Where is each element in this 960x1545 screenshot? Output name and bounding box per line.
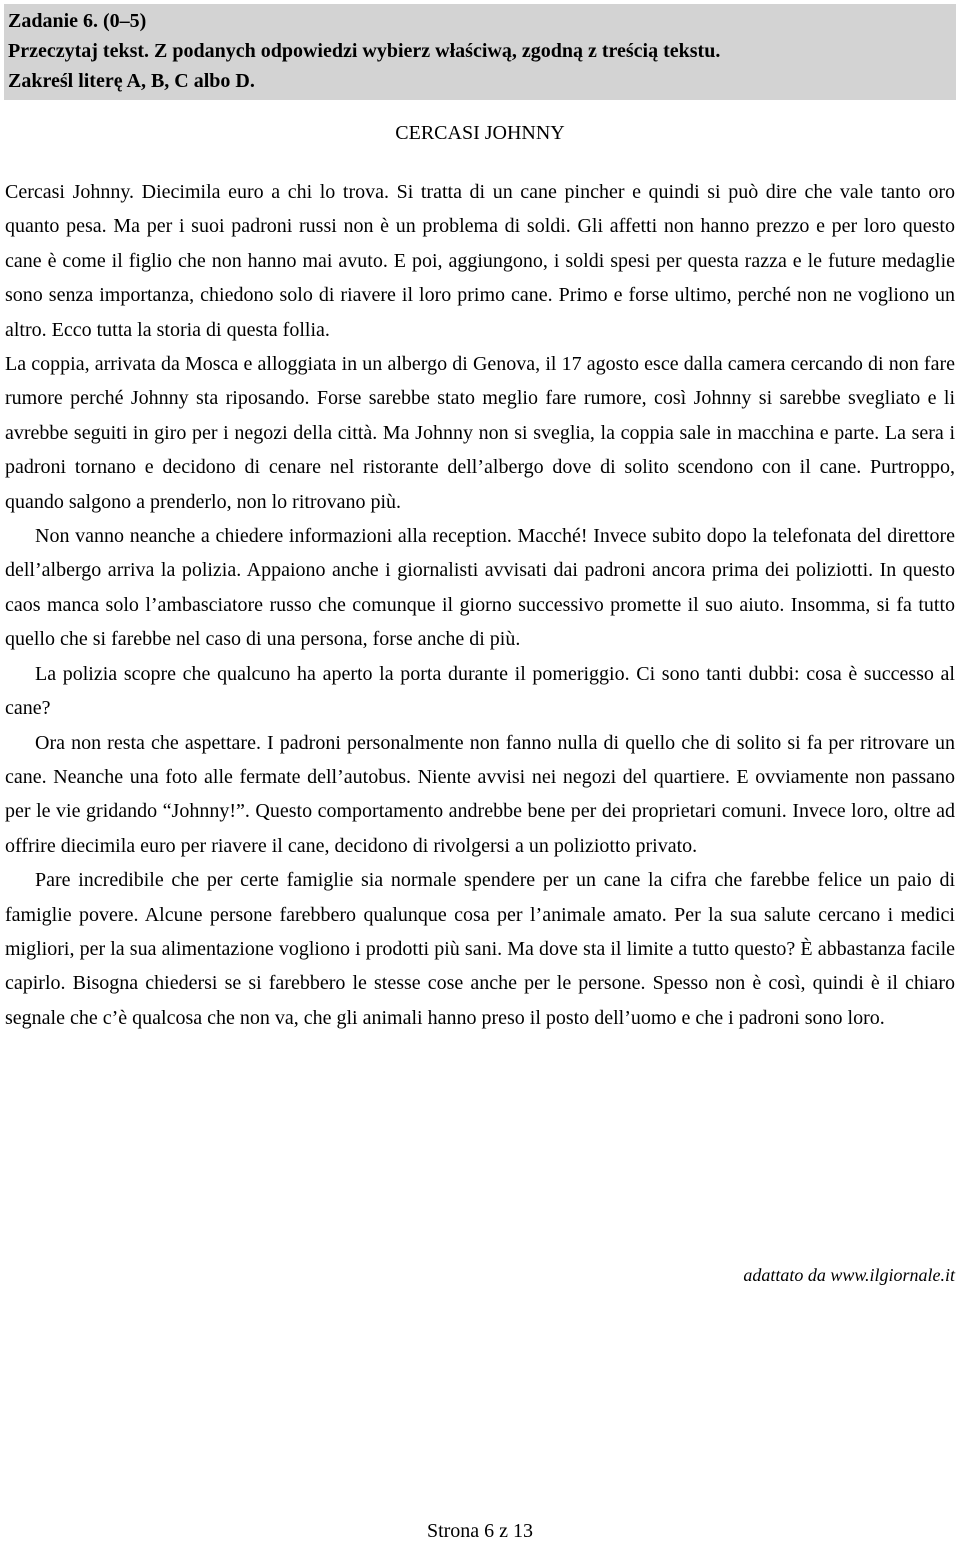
article-paragraph: Non vanno neanche a chiedere informazioni alla reception. Macché! Invece subito dopo la telefonata del direttore dell’albergo arriva la polizia. Appaiono anche i giornalisti avvisati dai padroni ancora prima dei poliziotti. In questo caos manca solo l’ambasciatore russo che comunque il giorno successivo promette il suo aiuto. Insomma, si fa tutto quello che si farebbe nel caso di una persona, forse anche di più. [5, 525, 955, 651]
article-paragraph: Pare incredibile che per certe famiglie sia normale spendere per un cane la cifra che farebbe felice un paio di famiglie povere. Alcune persone farebbero qualunque cosa per l’animale amato. Per la sua salute cercano i medici migliori, per la sua alimentazione vogliono i prodotti più sani. Ma dove sta il limite a tutto questo? È abbastanza facile capirlo. Bisogna chiedersi se si farebbero le stesse cose anche per le persone. Spesso non è così, quindi è il chiaro segnale che c’è qualcosa che non va, che gli animali hanno preso il posto dell’uomo e che i padroni sono loro. [5, 869, 955, 1029]
article-body [5, 175, 955, 1035]
article-paragraph: Ora non resta che aspettare. I padroni personalmente non fanno nulla di quello che di solito si fa per ritrovare un cane. Neanche una foto alle fermate dell’autobus. Niente avvisi nei negozi del quartiere. E ovviamente non passano per le vie gridando “Johnny!”. Questo comportamento andrebbe bene per dei proprietari comuni. Invece loro, oltre ad offrire diecimila euro per riavere il cane, decidono di rivolgersi a un poliziotto privato. [5, 731, 955, 857]
article-title: CERCASI JOHNNY [395, 122, 565, 144]
task-instruction-line-2: Zakreśl literę A, B, C albo D. [8, 70, 255, 92]
task-heading: Zadanie 6. (0–5) [8, 10, 147, 32]
article-source: adattato da www.ilgiornale.it [743, 1265, 955, 1285]
article-paragraph: Cercasi Johnny. Diecimila euro a chi lo trova. Si tratta di un cane pincher e quindi si può dire che vale tanto oro quanto pesa. Ma per i suoi padroni russi non è un problema di soldi. Gli affetti non hanno prezzo e per loro questo cane è come il figlio che non hanno mai avuto. E poi, aggiungono, i soldi spesi per questa razza e le future medaglie sono senza importanza, chiedono solo di riavere il loro primo cane. Primo e forse ultimo, perché non ne vogliono un altro. Ecco tutta la storia di questa follia. [5, 181, 955, 341]
article-paragraph: La coppia, arrivata da Mosca e alloggiata in un albergo di Genova, il 17 agosto esce dalla camera cercando di non fare rumore perché Johnny sta riposando. Forse sarebbe stato meglio fare rumore, così Johnny si sarebbe svegliato e li avrebbe seguiti in giro per i negozi della città. Ma Johnny non si sveglia, la coppia sale in macchina e parte. La sera i padroni tornano e decidono di cenare nel ristorante dell’albergo dove di solito scendono con il cane. Purtroppo, quando salgono a prenderlo, non lo ritrovano più. [5, 353, 955, 513]
task-header [4, 4, 956, 100]
article-paragraph: La polizia scopre che qualcuno ha aperto la porta durante il pomeriggio. Ci sono tanti dubbi: cosa è successo al cane? [5, 662, 955, 720]
task-instruction-line-1: Przeczytaj tekst. Z podanych odpowiedzi wybierz właściwą, zgodną z treścią tekstu. [8, 40, 721, 62]
page-number: Strona 6 z 13 [426, 1520, 534, 1542]
